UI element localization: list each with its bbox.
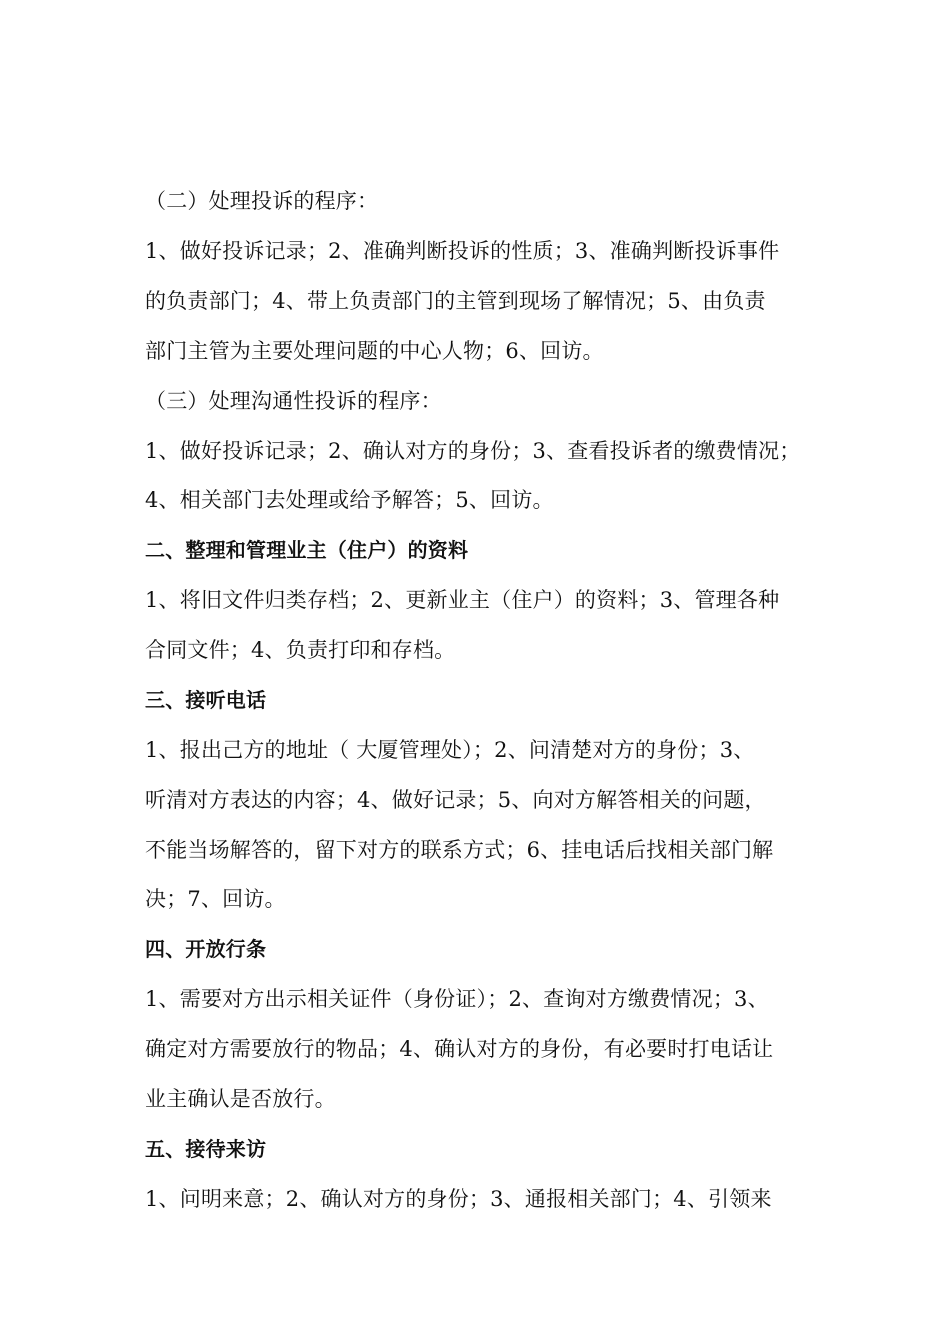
paragraph-line: 1、报出己方的地址（ 大厦管理处）；2、问清楚对方的身份；3、 (145, 738, 755, 762)
paragraph-line: 1、做好投诉记录；2、准确判断投诉的性质；3、准确判断投诉事件 (145, 239, 780, 263)
paragraph-line: 1、做好投诉记录；2、确认对方的身份；3、查看投诉者的缴费情况； (145, 439, 801, 463)
paragraph-line: 1、问明来意；2、确认对方的身份；3、通报相关部门；4、引领来 (145, 1187, 772, 1211)
paragraph-line: 1、需要对方出示相关证件（身份证）；2、查询对方缴费情况；3、 (145, 987, 769, 1011)
paragraph-line: 确定对方需要放行的物品；4、确认对方的身份，有必要时打电话让 (145, 1037, 774, 1061)
paragraph-line: 决；7、回访。 (145, 887, 286, 911)
paragraph-line: 1、将旧文件归类存档；2、更新业主（住户）的资料；3、管理各种 (145, 588, 780, 612)
section-heading-reception: 五、接待来访 (145, 1137, 267, 1161)
paragraph-line: 不能当场解答的，留下对方的联系方式；6、挂电话后找相关部门解 (145, 838, 774, 862)
paragraph-line: 4、相关部门去处理或给予解答；5、回访。 (145, 488, 554, 512)
section-heading-release-slip: 四、开放行条 (145, 937, 267, 961)
section-heading-owner-records: 二、整理和管理业主（住户）的资料 (145, 538, 469, 562)
subheading-communication-complaint: （三）处理沟通性投诉的程序： (145, 389, 442, 413)
paragraph-line: 合同文件；4、负责打印和存档。 (145, 638, 456, 662)
section-heading-phone-calls: 三、接听电话 (145, 688, 267, 712)
paragraph-line: 业主确认是否放行。 (145, 1087, 336, 1111)
subheading-complaint-procedure: （二）处理投诉的程序： (145, 189, 379, 213)
paragraph-line: 部门主管为主要处理问题的中心人物；6、回访。 (145, 339, 604, 363)
paragraph-line: 的负责部门；4、带上负责部门的主管到现场了解情况；5、由负责 (145, 289, 766, 313)
paragraph-line: 听清对方表达的内容；4、做好记录；5、向对方解答相关的问题， (145, 788, 766, 812)
